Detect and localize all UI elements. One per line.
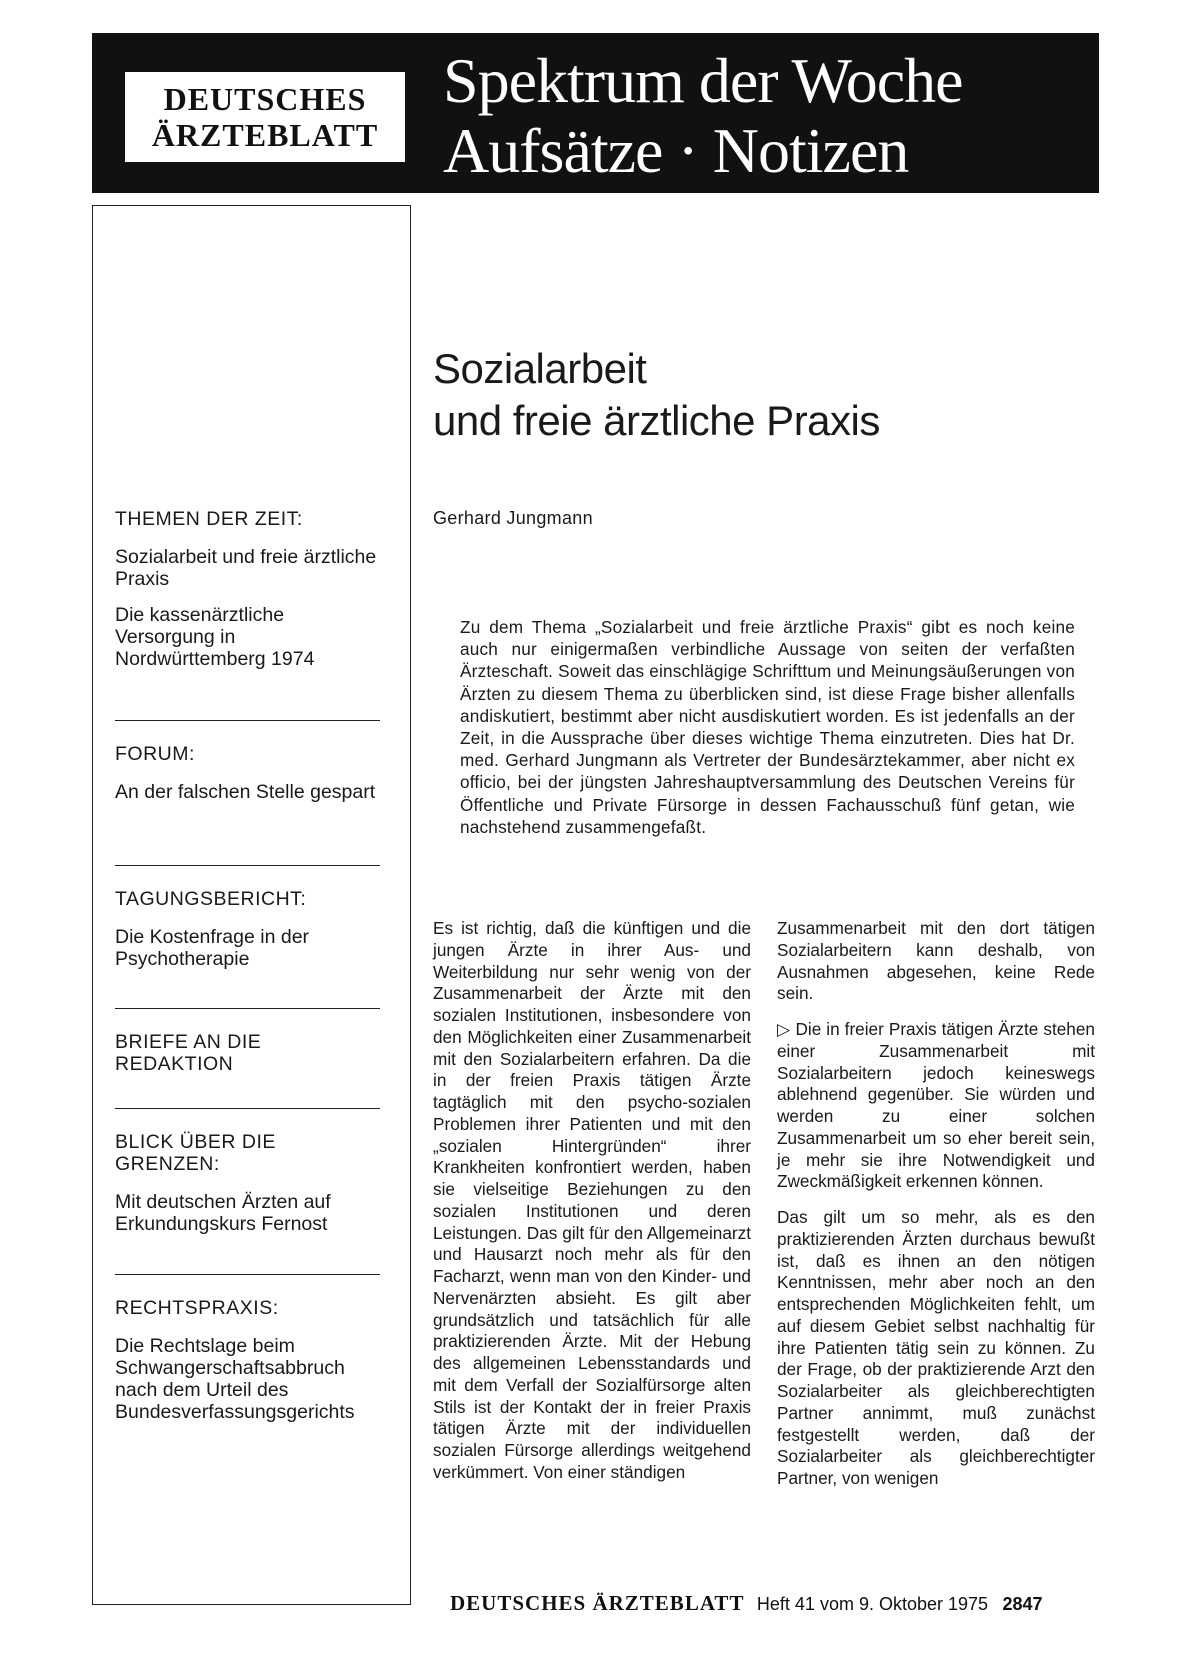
article-title-line-2: und freie ärztliche Praxis [433,397,880,444]
sidebar-section-rechtspraxis [115,1297,385,1437]
sidebar-divider [115,1274,380,1275]
body-paragraph: Zusammenarbeit mit den dort tätigen Sozialarbeitern kann deshalb, von Ausnahmen abgesehen, keine Rede sein. [777,918,1095,1004]
sidebar-divider [115,865,380,866]
sidebar-section-heading: RECHTSPRAXIS: [115,1297,279,1319]
article-column-1 [433,918,751,1498]
sidebar-item: Mit deutschen Ärzten auf Erkundungskurs Fernost [115,1191,331,1235]
masthead-title-line-2: Aufsätze · Notizen [443,115,909,186]
article-column-2 [777,918,1095,1504]
sidebar-divider [115,720,380,721]
body-paragraph: Das gilt um so mehr, als es den praktizierenden Ärzten durchaus bewußt ist, daß es ihnen an den nötigen Kenntnissen, mehr aber noch an den entsprechenden Möglichkeiten fehlt, um auf diesem Gebiet selbst nachhaltig für ihre Patienten tätig sein zu können. Zu der Frage, ob der praktizierende Arzt den Sozialarbeiter als gleichberechtigten Partner annimmt, muß zunächst festgestellt werden, daß der Sozialarbeiter als gleichberechtigter Partner, von wenigen [777,1207,1095,1488]
article-title [433,343,880,447]
sidebar-section-heading: TAGUNGSBERICHT: [115,888,307,910]
body-paragraph: Es ist richtig, daß die künftigen und die jungen Ärzte in ihrer Aus- und Weiterbildung nur sehr wenig von der Zusammenarbeit der Ärzte mit den sozialen Institutionen, insbesondere von den Möglichkeiten einer Zusammenarbeit mit den Sozialarbeitern erfahren. Da die in der freien Praxis tätigen Ärzte tagtäglich mit den psycho-sozialen Problemen ihrer Patienten und mit den „sozialen Hintergründen“ ihrer Krankheiten konfrontiert werden, haben sie vielseitige Beziehungen zu den sozialen Institutionen und deren Leistungen. Das gilt für den Allgemeinarzt und Hausarzt noch mehr als für den Facharzt, wenn man von den Kinder- und Nervenärzten absieht. Es gilt aber grundsätzlich und tatsächlich für alle praktizierenden Ärzte. Mit der Hebung des allgemeinen Lebensstandards und mit dem Verfall der Sozialfürsorge alten Stils ist der Kontakt der in freier Praxis tätigen Ärzte mit der individuellen sozialen Fürsorge allerdings weitgehend verkümmert. Von einer ständigen [433,918,751,1482]
article-lead: Zu dem Thema „Sozialarbeit und freie ärztliche Praxis“ gibt es noch keine auch nur einigermaßen verbindliche Aussage von seiten der verfaßten Ärzteschaft. Soweit das einschlägige Schrifttum und Meinungsäußerungen von Ärzten zu diesem Thema zu überblicken sind, ist diese Frage bisher allenfalls andiskutiert, bestimmt aber nicht ausdiskutiert worden. Es ist jedenfalls an der Zeit, in die Aussprache über dieses wichtige Thema einzutreten. Dies hat Dr. med. Gerhard Jungmann als Vertreter der Bundesärztekammer, aber nicht ex officio, bei der jüngsten Jahreshauptversammlung des Deutschen Vereins für Öffentliche und Private Fürsorge in dessen Fachausschuß fünf getan, wie nachstehend zusammengefaßt. [460,617,1075,837]
sidebar-section-heading: BLICK ÜBER DIE GRENZEN: [115,1131,276,1175]
sidebar-section-themen [115,508,385,684]
sidebar-section-heading: BRIEFE AN DIE REDAKTION [115,1031,262,1075]
footer-publication: DEUTSCHES ÄRZTEBLATT [450,1591,745,1615]
sidebar-section-heading: THEMEN DER ZEIT: [115,508,303,530]
masthead-title-line-1: Spektrum der Woche [443,45,963,116]
sidebar-item: Die Kostenfrage in der Psychotherapie [115,926,310,970]
sidebar-divider [115,1008,380,1009]
sidebar-item: An der falschen Stelle gespart [115,781,376,803]
article-author: Gerhard Jungmann [433,508,593,528]
footer-issue: Heft 41 vom 9. Oktober 1975 [756,1594,989,1614]
sidebar-item: Die kassenärztliche Versorgung in Nordwürttemberg 1974 [115,604,315,670]
masthead-title [443,46,963,186]
logo-line-2: ÄRZTEBLATT [151,117,379,153]
sidebar-section-tagungsbericht [115,888,385,984]
sidebar-item: Sozialarbeit und freie ärztliche Praxis [115,546,377,590]
sidebar-item: Die Rechtslage beim Schwangerschaftsabbruch nach dem Urteil des Bundesverfassungsgerichts [115,1335,355,1423]
page-footer [450,1591,1043,1616]
sidebar-section-blick [115,1131,385,1249]
sidebar-section-forum [115,743,385,817]
page-number: 2847 [1002,1594,1043,1614]
body-paragraph: ▷ Die in freier Praxis tätigen Ärzte stehen einer Zusammenarbeit mit Sozialarbeitern jedoch keineswegs ablehnend gegenüber. Sie würden und werden zu einer solchen Zusammenarbeit um so eher bereit sein, je mehr sie ihre Notwendigkeit und Zweckmäßigkeit erkennen können. [777,1019,1095,1192]
article-title-line-1: Sozialarbeit [433,345,647,392]
logo-line-1: DEUTSCHES [163,81,367,117]
sidebar-divider [115,1108,380,1109]
sidebar-section-heading: FORUM: [115,743,195,765]
publication-logo [125,72,405,162]
sidebar-section-briefe [115,1031,385,1091]
